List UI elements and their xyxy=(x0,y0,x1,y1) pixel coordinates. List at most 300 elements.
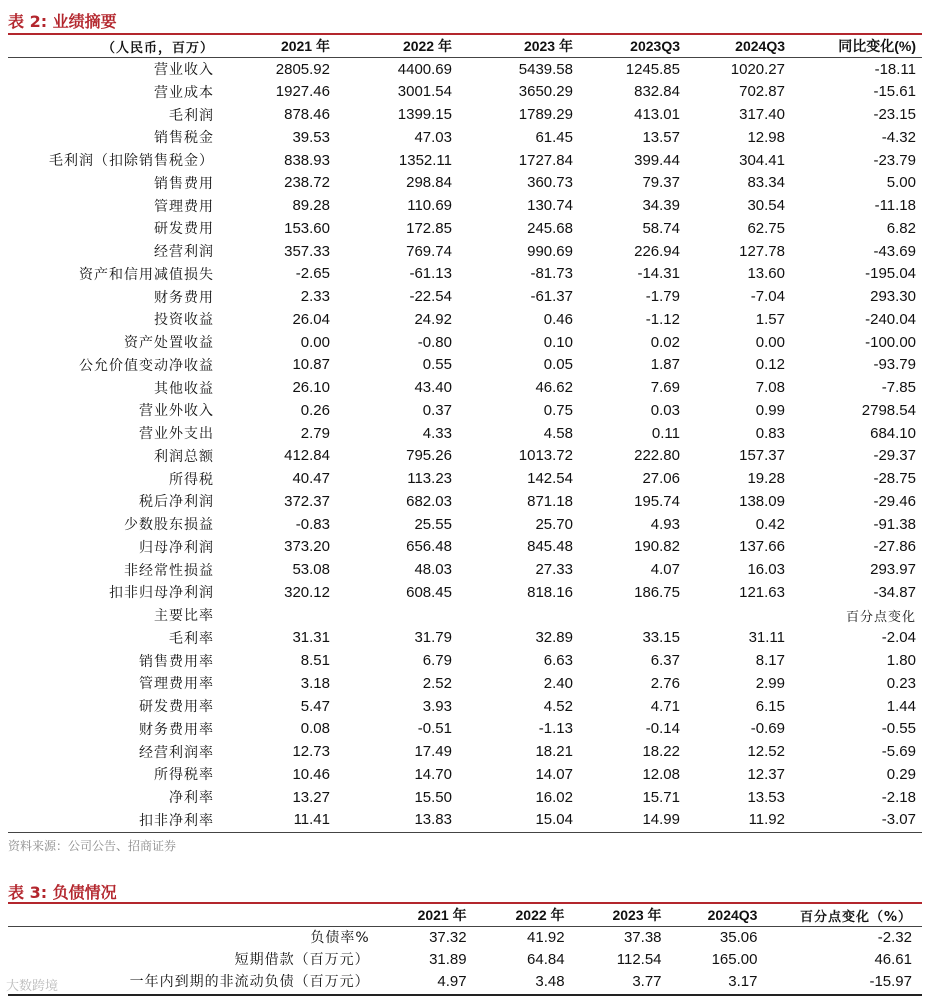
table-row xyxy=(8,217,922,240)
cell-value: 1789.29 xyxy=(518,106,573,124)
cell-value: 百分点变化 xyxy=(845,609,916,625)
table-row xyxy=(8,194,922,217)
cell-value: 12.08 xyxy=(642,765,680,783)
table-row xyxy=(8,627,922,650)
cell-value: 40.47 xyxy=(292,470,330,488)
cell-value: 41.92 xyxy=(527,928,565,946)
cell-value: 0.46 xyxy=(543,310,573,328)
cell-value: 25.55 xyxy=(414,515,452,533)
cell-value: 0.55 xyxy=(422,356,452,374)
cell-value: 39.53 xyxy=(292,128,330,146)
cell-value: 3.18 xyxy=(300,674,330,692)
cell-value: 6.63 xyxy=(543,652,573,670)
cell-value: 608.45 xyxy=(406,583,452,601)
cell-value: 46.62 xyxy=(535,379,573,397)
cell-value: 4.33 xyxy=(422,424,452,442)
cell-value: -43.69 xyxy=(873,242,916,260)
row-label: 投资收益 xyxy=(154,312,214,329)
cell-value: 0.75 xyxy=(543,401,573,419)
cell-value: 304.41 xyxy=(739,151,785,169)
cell-value: 89.28 xyxy=(292,197,330,215)
table-row xyxy=(8,558,922,581)
cell-value: 317.40 xyxy=(739,106,785,124)
cell-value: 0.23 xyxy=(886,674,916,692)
cell-value: -28.75 xyxy=(873,470,916,488)
cell-value: 769.74 xyxy=(406,242,452,260)
cell-value: 373.20 xyxy=(284,538,330,556)
table-row xyxy=(8,695,922,718)
cell-value: 48.03 xyxy=(414,561,452,579)
cell-value xyxy=(686,604,791,627)
row-label: 财务费用率 xyxy=(139,721,214,738)
cell-value: 11.92 xyxy=(748,811,785,829)
cell-value: 3.48 xyxy=(535,972,565,990)
table2-header-rule xyxy=(8,57,922,58)
table-row xyxy=(8,331,922,354)
table-row xyxy=(8,926,922,948)
cell-value: 399.44 xyxy=(634,151,680,169)
cell-value: -2.04 xyxy=(881,629,916,647)
cell-value: 2798.54 xyxy=(861,401,916,419)
row-label: 销售税金 xyxy=(154,130,214,147)
cell-value: 2.40 xyxy=(543,674,573,692)
cell-value: 3.17 xyxy=(728,972,758,990)
cell-value: 64.84 xyxy=(527,950,565,968)
cell-value: 61.45 xyxy=(535,128,573,146)
cell-value: 226.94 xyxy=(634,242,680,260)
row-label: 主要比率 xyxy=(154,608,214,625)
table-row xyxy=(8,948,922,970)
t2-header-cell-0: （人民币，百万） xyxy=(101,40,214,56)
cell-value: 14.99 xyxy=(642,811,680,829)
cell-value: 4.58 xyxy=(543,424,573,442)
cell-value: 1352.11 xyxy=(398,151,452,169)
cell-value: 14.07 xyxy=(535,765,573,783)
cell-value: 16.03 xyxy=(747,561,785,579)
cell-value: 838.93 xyxy=(284,151,330,169)
t3-header-cell-4: 2024Q3 xyxy=(707,907,758,923)
row-label: 营业外支出 xyxy=(139,426,214,443)
cell-value: 37.38 xyxy=(623,928,662,946)
table-row xyxy=(8,399,922,422)
cell-value: 3.93 xyxy=(422,697,452,715)
cell-value: 172.85 xyxy=(406,219,452,237)
row-label: 毛利率 xyxy=(169,630,214,647)
row-label: 管理费用 xyxy=(154,198,214,215)
cell-value: 31.31 xyxy=(292,629,330,647)
cell-value: 245.68 xyxy=(527,219,573,237)
cell-value: -1.12 xyxy=(645,310,680,328)
cell-value: 13.27 xyxy=(292,788,330,806)
cell-value: 5439.58 xyxy=(518,60,573,78)
cell-value: 1.87 xyxy=(650,356,680,374)
t2-header-cell-6: 同比变化(%) xyxy=(838,38,916,55)
t2-header-cell-4: 2023Q3 xyxy=(630,38,680,55)
cell-value: -7.85 xyxy=(881,379,916,397)
cell-value: 12.37 xyxy=(747,765,785,783)
cell-value: 320.12 xyxy=(284,583,330,601)
cell-value: 818.16 xyxy=(527,583,573,601)
cell-value: -2.18 xyxy=(881,788,916,806)
table-row xyxy=(8,604,922,627)
cell-value: 83.34 xyxy=(747,174,785,192)
cell-value: 238.72 xyxy=(284,174,330,192)
cell-value: 27.33 xyxy=(535,561,573,579)
cell-value: 0.26 xyxy=(300,401,330,419)
cell-value: 4.07 xyxy=(650,561,680,579)
cell-value: 15.50 xyxy=(414,788,452,806)
row-label: 营业收入 xyxy=(154,62,214,79)
cell-value: 360.73 xyxy=(527,174,573,192)
cell-value: 16.02 xyxy=(535,788,573,806)
cell-value: 2805.92 xyxy=(275,60,330,78)
cell-value: 0.10 xyxy=(543,333,573,351)
cell-value: -1.79 xyxy=(645,288,680,306)
cell-value: 13.60 xyxy=(747,265,785,283)
cell-value: 1.57 xyxy=(755,310,785,328)
cell-value: 31.11 xyxy=(748,629,785,647)
cell-value: -11.18 xyxy=(874,197,916,215)
cell-value: 871.18 xyxy=(527,492,573,510)
t3-header-cell-3: 2023 年 xyxy=(612,907,662,923)
table2-title: 表 2: 业绩摘要 xyxy=(8,12,117,31)
row-label: 财务费用 xyxy=(154,289,214,306)
table-row xyxy=(8,740,922,763)
cell-value: 34.39 xyxy=(642,197,680,215)
cell-value: 1020.27 xyxy=(730,60,785,78)
cell-value: 15.71 xyxy=(642,788,680,806)
cell-value: 10.46 xyxy=(292,765,330,783)
cell-value: 2.52 xyxy=(422,674,452,692)
table3-title: 表 3: 负债情况 xyxy=(8,883,117,902)
cell-value: 1927.46 xyxy=(275,83,330,101)
table3-bottom-rule xyxy=(8,994,922,996)
cell-value: 153.60 xyxy=(284,219,330,237)
table-row xyxy=(8,126,922,149)
cell-value: 32.89 xyxy=(535,629,573,647)
cell-value: 1013.72 xyxy=(518,447,573,465)
row-label: 营业外收入 xyxy=(139,403,214,420)
table2-header-row xyxy=(8,35,922,58)
cell-value: 31.89 xyxy=(429,950,467,968)
cell-value: -61.37 xyxy=(530,288,573,306)
cell-value: 7.69 xyxy=(650,379,680,397)
cell-value: -29.37 xyxy=(873,447,916,465)
cell-value: 53.08 xyxy=(292,561,330,579)
cell-value: 26.10 xyxy=(292,379,330,397)
cell-value: 0.05 xyxy=(543,356,573,374)
liabilities-table xyxy=(8,904,922,992)
cell-value: 3650.29 xyxy=(518,83,573,101)
cell-value: 15.04 xyxy=(535,811,573,829)
cell-value: -15.61 xyxy=(873,83,916,101)
row-label: 销售费用率 xyxy=(139,653,214,670)
cell-value: 2.76 xyxy=(650,674,680,692)
row-label: 负债率% xyxy=(310,930,370,946)
cell-value: 165.00 xyxy=(711,950,758,968)
cell-value: 195.74 xyxy=(634,492,680,510)
cell-value: 4.52 xyxy=(543,697,573,715)
cell-value: -22.54 xyxy=(409,288,452,306)
cell-value: 33.15 xyxy=(642,629,680,647)
cell-value: 1399.15 xyxy=(397,106,452,124)
row-label: 所得税率 xyxy=(154,767,214,784)
cell-value: -100.00 xyxy=(865,333,916,351)
table-row xyxy=(8,970,922,992)
cell-value: -93.79 xyxy=(873,356,916,374)
row-label: 利润总额 xyxy=(154,448,214,465)
row-label: 所得税 xyxy=(169,471,214,488)
row-label: 研发费用 xyxy=(154,221,214,238)
cell-value: 412.84 xyxy=(284,447,330,465)
table-row xyxy=(8,445,922,468)
cell-value: 5.47 xyxy=(300,697,330,715)
cell-value: 6.82 xyxy=(886,219,916,237)
table-row xyxy=(8,536,922,559)
cell-value: 0.11 xyxy=(651,424,680,442)
cell-value: 4.93 xyxy=(650,515,680,533)
cell-value: 127.78 xyxy=(739,242,785,260)
table-row xyxy=(8,103,922,126)
cell-value: -5.69 xyxy=(881,743,916,761)
cell-value: 7.08 xyxy=(755,379,785,397)
cell-value: 298.84 xyxy=(406,174,452,192)
cell-value: 12.98 xyxy=(747,128,785,146)
table2-bottom-rule xyxy=(8,832,922,833)
table-row xyxy=(8,240,922,263)
cell-value: -81.73 xyxy=(530,265,573,283)
cell-value: 110.69 xyxy=(407,197,452,215)
cell-value: 413.01 xyxy=(634,106,680,124)
cell-value: 25.70 xyxy=(535,515,573,533)
cell-value: 4.97 xyxy=(437,972,467,990)
cell-value: 6.15 xyxy=(755,697,785,715)
row-label: 营业成本 xyxy=(154,84,214,101)
table3-header-row xyxy=(8,904,922,926)
cell-value xyxy=(458,604,579,627)
cell-value: 138.09 xyxy=(739,492,785,510)
cell-value: 878.46 xyxy=(284,106,330,124)
cell-value: -23.15 xyxy=(873,106,916,124)
cell-value: 0.12 xyxy=(755,356,785,374)
cell-value: 0.83 xyxy=(755,424,785,442)
cell-value: -0.69 xyxy=(750,720,785,738)
cell-value: 46.61 xyxy=(874,950,912,968)
t2-header-cell-1: 2021 年 xyxy=(280,38,330,55)
cell-value: 1.44 xyxy=(886,697,916,715)
row-label: 税后净利润 xyxy=(139,494,214,511)
cell-value: 702.87 xyxy=(739,83,785,101)
row-label: 扣非归母净利润 xyxy=(109,585,214,602)
cell-value: 990.69 xyxy=(527,242,573,260)
cell-value: 684.10 xyxy=(870,424,916,442)
t3-header-cell-0 xyxy=(8,904,380,926)
cell-value: 18.22 xyxy=(642,743,680,761)
row-label: 公允价值变动净收益 xyxy=(79,357,214,374)
cell-value: 27.06 xyxy=(642,470,680,488)
cell-value: 6.37 xyxy=(650,652,680,670)
table-row xyxy=(8,649,922,672)
cell-value: 17.49 xyxy=(414,743,452,761)
cell-value: -240.04 xyxy=(865,310,916,328)
watermark-text: 大数跨境 xyxy=(6,979,59,994)
cell-value: 137.66 xyxy=(739,538,785,556)
cell-value: 0.99 xyxy=(755,401,785,419)
cell-value: 47.03 xyxy=(414,128,452,146)
row-label: 毛利润 xyxy=(169,107,214,124)
performance-summary-table xyxy=(8,35,922,831)
cell-value: 1245.85 xyxy=(625,60,680,78)
row-label: 净利率 xyxy=(169,790,214,807)
cell-value: 1.80 xyxy=(886,652,916,670)
cell-value xyxy=(218,604,336,627)
cell-value: 13.83 xyxy=(414,811,452,829)
cell-value: -1.13 xyxy=(538,720,573,738)
table-row xyxy=(8,467,922,490)
row-label: 资产和信用减值损失 xyxy=(79,266,214,283)
cell-value: -0.55 xyxy=(881,720,916,738)
table-row xyxy=(8,81,922,104)
cell-value: -23.79 xyxy=(873,151,916,169)
cell-value: 113.23 xyxy=(407,470,452,488)
table-row xyxy=(8,58,922,81)
cell-value: 112.54 xyxy=(616,950,662,968)
cell-value: -34.87 xyxy=(873,583,916,601)
cell-value: 5.00 xyxy=(886,174,916,192)
table-row xyxy=(8,149,922,172)
cell-value: 11.41 xyxy=(293,811,330,829)
row-label: 经营利润 xyxy=(154,244,214,261)
cell-value: 24.92 xyxy=(414,310,452,328)
cell-value: 656.48 xyxy=(406,538,452,556)
cell-value: 4400.69 xyxy=(397,60,452,78)
table-row xyxy=(8,354,922,377)
cell-value: 0.29 xyxy=(886,765,916,783)
cell-value: 35.06 xyxy=(719,928,758,946)
cell-value: -2.32 xyxy=(877,928,912,946)
table-row xyxy=(8,718,922,741)
cell-value: -0.14 xyxy=(645,720,680,738)
cell-value: 845.48 xyxy=(527,538,573,556)
cell-value: 293.30 xyxy=(870,288,916,306)
table-row xyxy=(8,172,922,195)
cell-value: 372.37 xyxy=(284,492,330,510)
source-note: 资料来源：公司公告、招商证券 xyxy=(8,839,177,853)
cell-value: 0.37 xyxy=(422,401,452,419)
table-row xyxy=(8,786,922,809)
cell-value: 130.74 xyxy=(527,197,573,215)
cell-value: 79.37 xyxy=(642,174,680,192)
cell-value: 0.00 xyxy=(755,333,785,351)
row-label: 毛利润（扣除销售税金） xyxy=(49,153,214,170)
cell-value: 186.75 xyxy=(634,583,680,601)
table3-header-rule xyxy=(8,926,922,927)
cell-value: -0.80 xyxy=(417,333,452,351)
cell-value: 121.63 xyxy=(739,583,785,601)
t3-header-cell-1: 2021 年 xyxy=(417,907,467,923)
cell-value: 19.28 xyxy=(747,470,785,488)
cell-value: -0.51 xyxy=(417,720,452,738)
table-row xyxy=(8,376,922,399)
cell-value: -18.11 xyxy=(874,60,916,78)
cell-value: -3.07 xyxy=(881,811,916,829)
cell-value: -29.46 xyxy=(873,492,916,510)
cell-value: 26.04 xyxy=(292,310,330,328)
row-label: 管理费用率 xyxy=(139,676,214,693)
cell-value: 142.54 xyxy=(527,470,573,488)
cell-value: 2.79 xyxy=(300,424,330,442)
cell-value: 0.08 xyxy=(300,720,330,738)
cell-value: -195.04 xyxy=(865,265,916,283)
cell-value: -0.83 xyxy=(295,515,330,533)
table-row xyxy=(8,672,922,695)
cell-value: 157.37 xyxy=(739,447,785,465)
cell-value xyxy=(579,604,686,627)
cell-value: 30.54 xyxy=(747,197,785,215)
row-label: 短期借款（百万元） xyxy=(234,952,370,968)
cell-value: 12.73 xyxy=(292,743,330,761)
t2-header-cell-2: 2022 年 xyxy=(402,38,452,55)
cell-value: 1727.84 xyxy=(518,151,573,169)
cell-value: 222.80 xyxy=(634,447,680,465)
cell-value: 3001.54 xyxy=(397,83,452,101)
cell-value: 682.03 xyxy=(406,492,452,510)
cell-value: -91.38 xyxy=(873,515,916,533)
table-row xyxy=(8,763,922,786)
row-label: 一年内到期的非流动负债（百万元） xyxy=(129,974,370,990)
cell-value: 3.77 xyxy=(632,972,662,990)
cell-value xyxy=(336,604,458,627)
cell-value: 14.70 xyxy=(414,765,452,783)
cell-value: 62.75 xyxy=(747,219,785,237)
table-row xyxy=(8,308,922,331)
cell-value: 190.82 xyxy=(634,538,680,556)
table-row xyxy=(8,422,922,445)
table-row xyxy=(8,263,922,286)
row-label: 归母净利润 xyxy=(139,539,214,556)
row-label: 非经常性损益 xyxy=(124,562,214,579)
table-row xyxy=(8,809,922,832)
cell-value: 357.33 xyxy=(284,242,330,260)
table-row xyxy=(8,513,922,536)
cell-value: -2.65 xyxy=(295,265,330,283)
cell-value: -14.31 xyxy=(637,265,680,283)
cell-value: -61.13 xyxy=(409,265,452,283)
cell-value: 2.33 xyxy=(300,288,330,306)
cell-value: -4.32 xyxy=(881,128,916,146)
cell-value: 0.00 xyxy=(300,333,330,351)
cell-value: -27.86 xyxy=(873,538,916,556)
row-label: 资产处置收益 xyxy=(124,335,214,352)
cell-value: 31.79 xyxy=(414,629,452,647)
cell-value: 13.57 xyxy=(642,128,680,146)
cell-value: 6.79 xyxy=(422,652,452,670)
cell-value: 18.21 xyxy=(535,743,573,761)
table-row xyxy=(8,581,922,604)
cell-value: 8.17 xyxy=(755,652,785,670)
cell-value: 0.02 xyxy=(650,333,680,351)
row-label: 研发费用率 xyxy=(139,699,214,716)
cell-value: 13.53 xyxy=(747,788,785,806)
cell-value: 795.26 xyxy=(406,447,452,465)
cell-value: -7.04 xyxy=(750,288,785,306)
cell-value: 12.52 xyxy=(747,743,785,761)
row-label: 销售费用 xyxy=(154,175,214,192)
cell-value: 2.99 xyxy=(755,674,785,692)
row-label: 扣非净利率 xyxy=(139,812,214,829)
row-label: 经营利润率 xyxy=(139,744,214,761)
cell-value: 4.71 xyxy=(650,697,680,715)
